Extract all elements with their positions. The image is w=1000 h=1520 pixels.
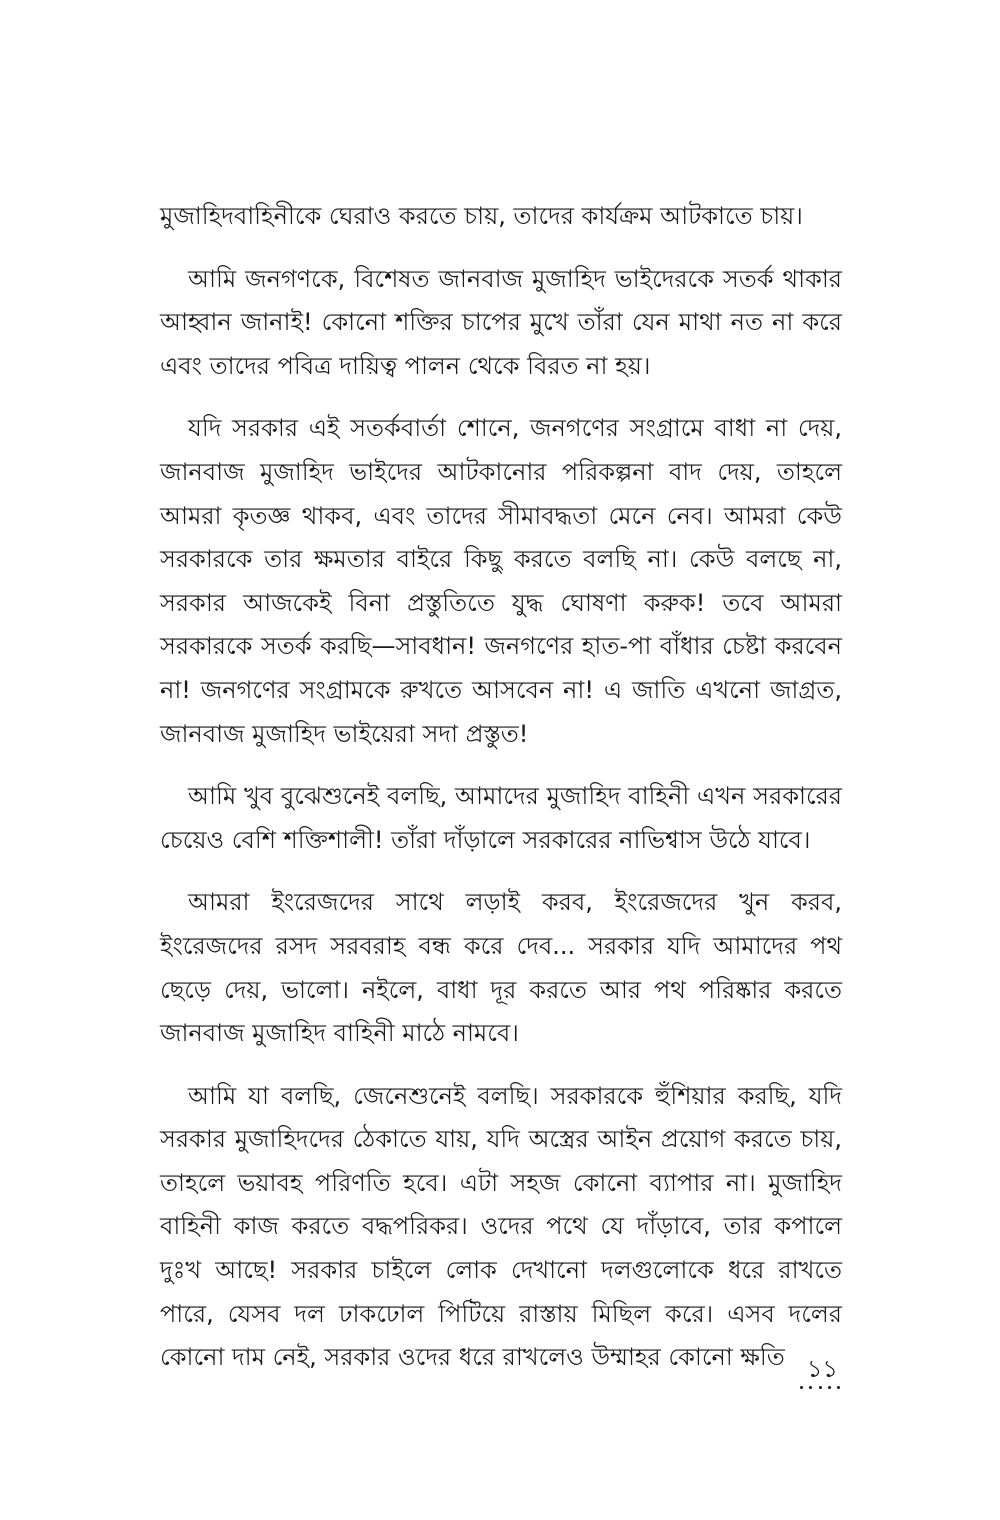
dot bbox=[828, 1386, 831, 1389]
page-number-dots bbox=[800, 1386, 840, 1392]
body-text bbox=[160, 195, 842, 1399]
paragraph: আমি জনগণকে, বিশেষত জানবাজ মুজাহিদ ভাইদেরকে সতর্ক থাকার আহ্বান জানাই! কোনো শক্তির চাপের মুখে তাঁরা যেন মাথা নত না করে এবং তাদের পবিত্র দায়িত্ব পালন থেকে বিরত না হয়। bbox=[160, 264, 842, 380]
page-number: ১১ bbox=[806, 1355, 838, 1383]
paragraph-continuation: মুজাহিদবাহিনীকে ঘেরাও করতে চায়, তাদের কার্যক্রম আটকাতে চায়। bbox=[160, 202, 803, 230]
paragraph: আমি যা বলছি, জেনেশুনেই বলছি। সরকারকে হুঁশিয়ার করছি, যদি সরকার মুজাহিদদের ঠেকাতে যায়, যদি অস্ত্রের আইন প্রয়োগ করতে চায়, তাহলে ভয়াবহ পরিণতি হবে। এটা সহজ কোনো ব্যাপার না। মুজাহিদ বাহিনী কাজ করতে বদ্ধপরিকর। ওদের পথে যে দাঁড়াবে, তার কপালে দুঃখ আছে! সরকার চাইলে লোক দেখানো দলগুলোকে ধরে রাখতে পারে, যেসব দল ঢাকঢোল পিটিয়ে রাস্তায় মিছিল করে। এসব দলের কোনো দাম নেই, সরকার ওদের ধরে রাখলেও উম্মাহর কোনো ক্ষতি bbox=[160, 1081, 842, 1372]
paragraph: যদি সরকার এই সতর্কবার্তা শোনে, জনগণের সংগ্রামে বাধা না দেয়, জানবাজ মুজাহিদ ভাইদের আটকানোর পরিকল্পনা বাদ দেয়, তাহলে আমরা কৃতজ্ঞ থাকব, এবং তাদের সীমাবদ্ধতা মেনে নেব। আমরা কেউ সরকারকে তার ক্ষমতার বাইরে কিছু করতে বলছি না। কেউ বলছে না, সরকার আজকেই বিনা প্রস্তুতিতে যুদ্ধ ঘোষণা করুক! তবে আমরা সরকারকে সতর্ক করছি—সাবধান! জনগণের হাত-পা বাঁধার চেষ্টা করবেন না! জনগণের সংগ্রামকে রুখতে আসবেন না! এ জাতি এখনো জাগ্রত, জানবাজ মুজাহিদ ভাইয়েরা সদা প্রস্তুত! bbox=[160, 414, 842, 748]
dot bbox=[800, 1386, 803, 1389]
dot bbox=[809, 1386, 812, 1389]
dot bbox=[837, 1386, 840, 1389]
paragraph: আমরা ইংরেজদের সাথে লড়াই করব, ইংরেজদের খুন করব, ইংরেজদের রসদ সরবরাহ বন্ধ করে দেব... সরকার যদি আমাদের পথ ছেড়ে দেয়, ভালো। নইলে, বাধা দূর করতে আর পথ পরিষ্কার করতে জানবাজ মুজাহিদ বাহিনী মাঠে নামবে। bbox=[160, 888, 842, 1048]
paragraph: আমি খুব বুঝেশুনেই বলছি, আমাদের মুজাহিদ বাহিনী এখন সরকারের চেয়েও বেশি শক্তিশালী! তাঁরা দাঁড়ালে সরকারের নাভিশ্বাস উঠে যাবে। bbox=[160, 782, 842, 854]
dot bbox=[819, 1386, 822, 1389]
